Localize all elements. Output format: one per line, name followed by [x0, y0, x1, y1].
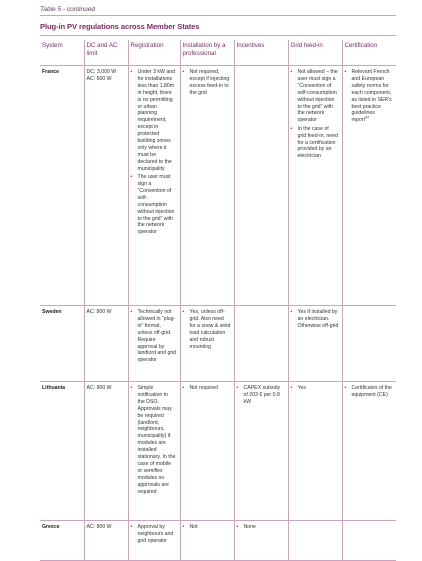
table-row [40, 382, 396, 521]
header-system: System [42, 42, 63, 49]
registration-bullet: • Simple notification to the DSO. Approvals may be required (landlord, neighbours, municipality) if modules are installed stationary. In the case of mobile or semiflex modules no approvals are required [131, 385, 177, 496]
table-body [40, 66, 396, 561]
certification-cell [342, 66, 396, 306]
incentives-bullet: • None [237, 524, 285, 531]
limit-cell [84, 66, 128, 306]
header-installation: Installation by a professional [180, 40, 234, 66]
grid-feed-in-cell [288, 382, 342, 521]
limit-cell [84, 521, 128, 561]
table-row [40, 306, 396, 382]
registration-cell [128, 382, 180, 521]
certification-bullet: • Certificates of the equipment (CE) [345, 385, 394, 399]
footnote-marker: 47 [365, 115, 370, 120]
incentives-bullet: • CAPEX subsidy of 203 € per 0.8 kW [237, 385, 285, 406]
grid-feed-in-cell [288, 66, 342, 306]
incentives-cell [234, 306, 288, 382]
installation-cell [180, 66, 234, 306]
limit-value: AC: 600 W [86, 75, 112, 82]
header-dc-ac-limit: DC and AC limit [84, 40, 128, 66]
system-cell: Lithuania [42, 385, 66, 391]
registration-cell [128, 66, 180, 306]
registration-cell [128, 521, 180, 561]
grid-feed-in-bullet: • Not allowed – the user must sign a “Convention of self-consumption without injection to the grid” with the network operator [291, 69, 339, 124]
incentives-cell [234, 382, 288, 521]
grid-feed-in-list [291, 309, 339, 323]
registration-list [131, 524, 177, 545]
grid-feed-in-note: Otherwise off-grid [297, 323, 339, 330]
top-rule [40, 15, 396, 16]
installation-list [183, 524, 231, 531]
limit-cell [84, 306, 128, 382]
grid-feed-in-list [291, 385, 339, 392]
grid-feed-in-cell [288, 521, 342, 561]
certification-cell [342, 306, 396, 382]
incentives-cell [234, 66, 288, 306]
installation-cell [180, 382, 234, 521]
grid-feed-in-bullet: • Yes [291, 385, 339, 392]
grid-feed-in-bullet: • In the case of grid feed-in, need for a certification provided by an electrician [291, 126, 339, 161]
system-cell: Sweden [42, 309, 62, 315]
grid-feed-in-bullet: • Yes if installed by an electrician. [291, 309, 339, 323]
grid-feed-in-cell [288, 306, 342, 382]
registration-bullet: • The user must sign a “Convention of self-consumption without injection to the grid” with the network operator [131, 174, 177, 236]
installation-list [183, 69, 231, 97]
grid-feed-in-list [291, 69, 339, 160]
table-title: Plug-in PV regulations across Member States [40, 22, 200, 31]
registration-bullet: • Approval by neighbours and grid operator [131, 524, 177, 545]
registration-list [131, 309, 177, 364]
header-registration: Registration [128, 40, 180, 66]
system-cell: Greece [42, 524, 60, 530]
certification-list [345, 385, 394, 399]
header-incentives: Incentives [234, 40, 288, 66]
limit-cell [84, 382, 128, 521]
table-row [40, 521, 396, 561]
limit-value: AC: 800 W [86, 385, 112, 391]
installation-bullet: • Not [183, 524, 231, 531]
header-certification: Certification [342, 40, 396, 66]
installation-bullet: • Not required [183, 385, 231, 392]
table-row [40, 66, 396, 306]
registration-bullet: • Technically not allowed in “plug-in” format, unless off-grid. Require approval by landlord and grid operator [131, 309, 177, 364]
registration-list [131, 385, 177, 496]
installation-list [183, 385, 231, 392]
certification-cell [342, 521, 396, 561]
registration-list [131, 69, 177, 236]
installation-bullet: • Yes, unless off-grid. Also need for a snow & wind load calculation and robust mounting [183, 309, 231, 350]
incentives-list [237, 385, 285, 406]
limit-value: AC: 800 W [86, 524, 112, 530]
installation-list [183, 309, 231, 350]
regulations-table [40, 40, 396, 561]
header-grid-feed-in: Grid feed-in [288, 40, 342, 66]
certification-cell [342, 382, 396, 521]
registration-cell [128, 306, 180, 382]
certification-bullet: • Relevant French and European safety norms for each component, as listed in SER’s best practice guidelines report$^{47}$ [345, 69, 394, 124]
system-cell: France [42, 69, 60, 75]
title-rule [40, 35, 396, 36]
incentives-cell [234, 521, 288, 561]
installation-bullet: • Not required, except if injecting excess feed-in to the grid [183, 69, 231, 97]
limit-value: AC: 800 W [86, 309, 112, 315]
header-row [40, 40, 396, 66]
incentives-list [237, 524, 285, 531]
installation-cell [180, 306, 234, 382]
certification-list [345, 69, 394, 124]
limit-value: DC: 3,000 W [86, 69, 117, 75]
continued-label: Table 5 - continued [40, 6, 96, 13]
registration-bullet: • Under 3 kW and for installations less than 1.80m in height, there is no permitting or urban planning requirement, except in protected building zones only where it must be declared to the municipality [131, 69, 177, 173]
installation-cell [180, 521, 234, 561]
